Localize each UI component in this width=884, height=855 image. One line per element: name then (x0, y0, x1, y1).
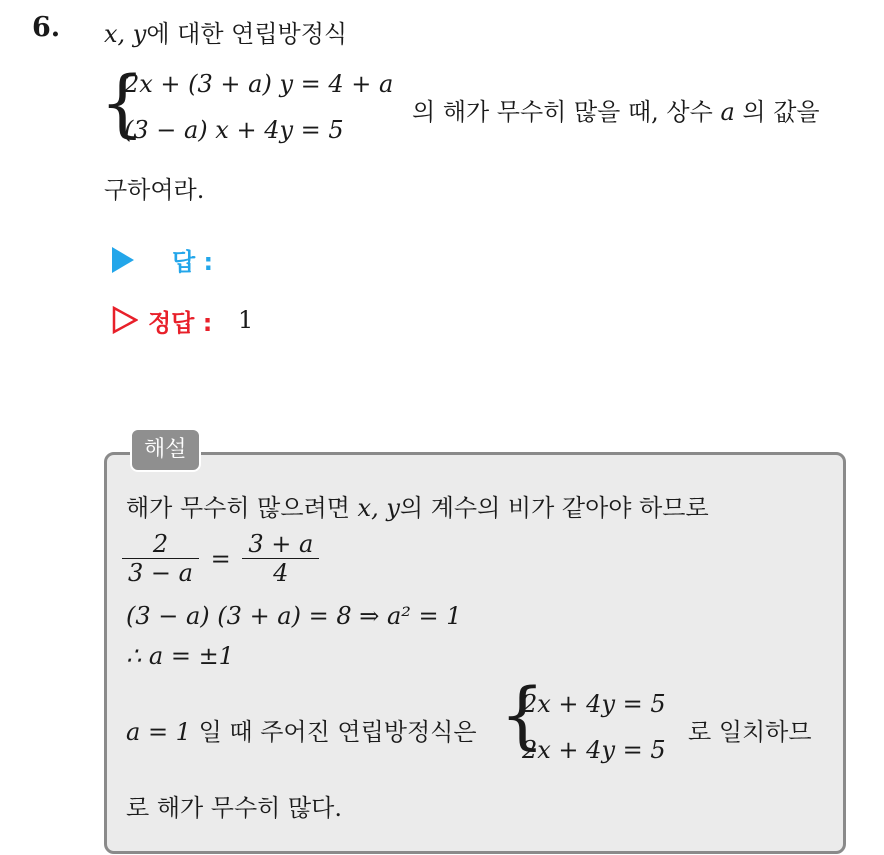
intro-text: 에 대한 연립방정식 (146, 20, 348, 48)
line5-condition: a = 1 (126, 718, 191, 746)
equation-2: (3 − a) x + 4y = 5 (124, 116, 344, 144)
outline-triangle-icon (112, 306, 138, 334)
system-brace: { (100, 59, 145, 147)
correct-answer-value: 1 (238, 306, 254, 334)
explanation-line-3: (3 − a) (3 + a) = 8 ⇒ a² = 1 (126, 602, 462, 630)
question-condition (412, 92, 820, 127)
system-brace-2: { (500, 671, 545, 759)
line5-text: 일 때 주어진 연립방정식은 (198, 718, 477, 746)
condition-text: 의 해가 무수히 많을 때, 상수 (412, 98, 721, 126)
system-equation-1: 2x + 4y = 5 (522, 690, 666, 718)
explanation-line-1 (126, 488, 709, 523)
equation-1: 2x + (3 + a) y = 4 + a (124, 70, 394, 98)
explanation-line-5 (126, 712, 477, 747)
intro-variables: x, y (104, 20, 147, 48)
fraction-left-numerator: 2 (122, 530, 199, 559)
condition-variable: a (720, 98, 735, 126)
line1-text-end: 의 계수의 비가 같아야 하므로 (399, 494, 709, 522)
fraction-right-numerator: 3 + a (242, 530, 319, 559)
question-end: 구하여라. (104, 176, 205, 204)
fraction-right-denominator: 4 (273, 559, 289, 587)
answer-label: 답 : (172, 248, 214, 276)
play-icon[interactable] (112, 247, 134, 273)
ratio-equation (122, 530, 319, 587)
fraction-right (242, 530, 319, 587)
question-intro (104, 14, 347, 49)
explanation-tag: 해설 (130, 428, 201, 472)
system-equation-2: 2x + 4y = 5 (522, 736, 666, 764)
explanation-line-6: 로 해가 무수히 많다. (126, 794, 342, 822)
fraction-left-denominator: 3 − a (128, 559, 193, 587)
correct-answer-label: 정답 : (148, 309, 213, 337)
condition-text-end: 의 값을 (734, 98, 820, 126)
explanation-line-5-end: 로 일치하므 (688, 718, 812, 746)
line1-text: 해가 무수히 많으려면 (126, 494, 358, 522)
equals-sign: = (210, 544, 231, 573)
fraction-left (122, 530, 199, 587)
line1-variables: x, y (357, 494, 400, 522)
question-number: 6. (32, 12, 61, 43)
explanation-line-4: ∴ a = ±1 (126, 642, 234, 670)
